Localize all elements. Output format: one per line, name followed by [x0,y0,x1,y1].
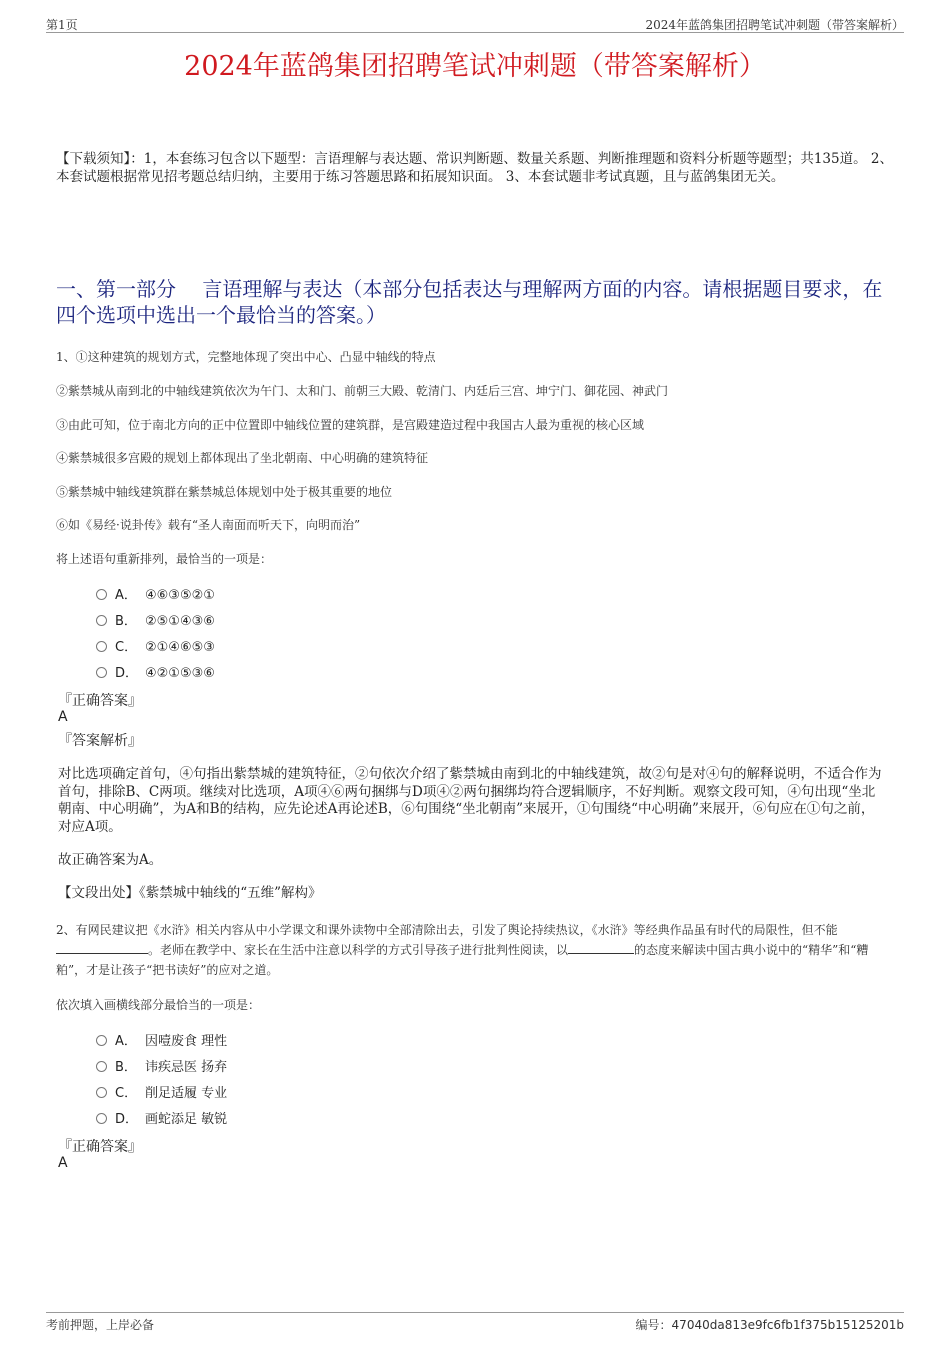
download-notice: 【下载须知】：1，本套练习包含以下题型：言语理解与表达题、常识判断题、数量关系题、判断推理题和资料分析题等题型；共135道。 2、本套试题根据常见招考题总结归纳，主要用于练习答题思路和拓展知识面。 3、本套试题非考试真题，且与蓝鸽集团无关。 [56,151,893,185]
radio-icon[interactable] [96,641,107,652]
radio-icon[interactable] [96,1035,107,1046]
q2-option-c[interactable]: C． 削足适履 专业 [96,1082,227,1101]
q1-sentence-5: ⑤紫禁城中轴线建筑群在紫禁城总体规划中处于极其重要的地位 [56,485,393,499]
q1-option-d[interactable]: D． ④②①⑤③⑥ [96,662,215,681]
document-title: 2024年蓝鸽集团招聘笔试冲刺题（带答案解析） [184,51,766,82]
footer-doc-code: 编号：47040da813e9fc6fb1f375b15125201b [635,1318,904,1332]
fill-blank-1[interactable] [56,942,148,954]
radio-icon[interactable] [96,589,107,600]
q1-conclusion: 故正确答案为A。 [58,852,163,868]
radio-icon[interactable] [96,1113,107,1124]
q1-source: 【文段出处】《紫禁城中轴线的“五维”解构》 [58,885,322,901]
page-number: 第1页 [46,18,78,32]
q1-answer-label: 『正确答案』 [58,693,142,709]
q1-prompt: 将上述语句重新排列，最恰当的一项是： [56,552,273,566]
q1-option-c[interactable]: C． ②①④⑥⑤③ [96,636,215,655]
q2-option-a[interactable]: A． 因噎废食 理性 [96,1030,227,1049]
radio-icon[interactable] [96,615,107,626]
footer-slogan: 考前押题，上岸必备 [46,1318,155,1332]
radio-icon[interactable] [96,1087,107,1098]
q1-sentence-4: ④紫禁城很多宫殿的规划上都体现出了坐北朝南、中心明确的建筑特征 [56,451,429,465]
q2-answer: A [58,1155,68,1171]
page-footer [46,1312,904,1333]
q1-sentence-6: ⑥如《易经·说卦传》载有“圣人南面而听天下，向明而治” [56,518,361,532]
header-doc-title: 2024年蓝鸽集团招聘笔试冲刺题（带答案解析） [645,18,904,32]
page-header [46,14,904,33]
radio-icon[interactable] [96,667,107,678]
section-heading: 一、第一部分 言语理解与表达（本部分包括表达与理解两方面的内容。请根据题目要求，在四个选项中选出一个最恰当的答案。） [56,277,883,327]
q1-option-a[interactable]: A． ④⑥③⑤②① [96,584,215,603]
q1-sentence-1: 1、①这种建筑的规划方式，完整地体现了突出中心、凸显中轴线的特点 [56,350,436,364]
q1-analysis-label: 『答案解析』 [58,733,142,749]
q2-prompt: 依次填入画横线部分最恰当的一项是： [56,998,261,1012]
q2-answer-label: 『正确答案』 [58,1139,142,1155]
q1-analysis: 对比选项确定首句，④句指出紫禁城的建筑特征，②句依次介绍了紫禁城由南到北的中轴线建筑，故②句是对④句的解释说明，不适合作为首句，排除B、C两项。继续对比选项，A项④⑥两句捆绑与D项④②两句捆绑均符合逻辑顺序，不好判断。观察文段可知，④句出现“坐北朝南、中心明确”，为A和B的结构，应先论述A再论述B，⑥句围绕“坐北朝南”来展开，①句围绕“中心明确”来展开，⑥句应在①句之前，对应A项。 [58,766,882,835]
q1-sentence-3: ③由此可知，位于南北方向的正中位置即中轴线位置的建筑群，是宫殿建造过程中我国古人最为重视的核心区域 [56,418,645,432]
radio-icon[interactable] [96,1061,107,1072]
q1-answer: A [58,709,68,725]
q2-option-b[interactable]: B． 讳疾忌医 扬弃 [96,1056,227,1075]
q2-option-d[interactable]: D． 画蛇添足 敏锐 [96,1108,227,1127]
q1-option-b[interactable]: B． ②⑤①④③⑥ [96,610,215,629]
q1-sentence-2: ②紫禁城从南到北的中轴线建筑依次为午门、太和门、前朝三大殿、乾清门、内廷后三宫、坤宁门、御花园、神武门 [56,384,669,398]
q2-stem: 2、有网民建议把《水浒》相关内容从中小学课文和课外读物中全部清除出去，引发了舆论持续热议，《水浒》等经典作品虽有时代的局限性，但不能。老师在教学中、家长在生活中注意以科学的方式引导孩子进行批判性阅读，以 的态度来解读中国古典小说中的“精华”和“糟粕”，才是让孩子“把书读好”的应对之道。 [56,923,869,977]
fill-blank-2[interactable] [568,942,634,954]
